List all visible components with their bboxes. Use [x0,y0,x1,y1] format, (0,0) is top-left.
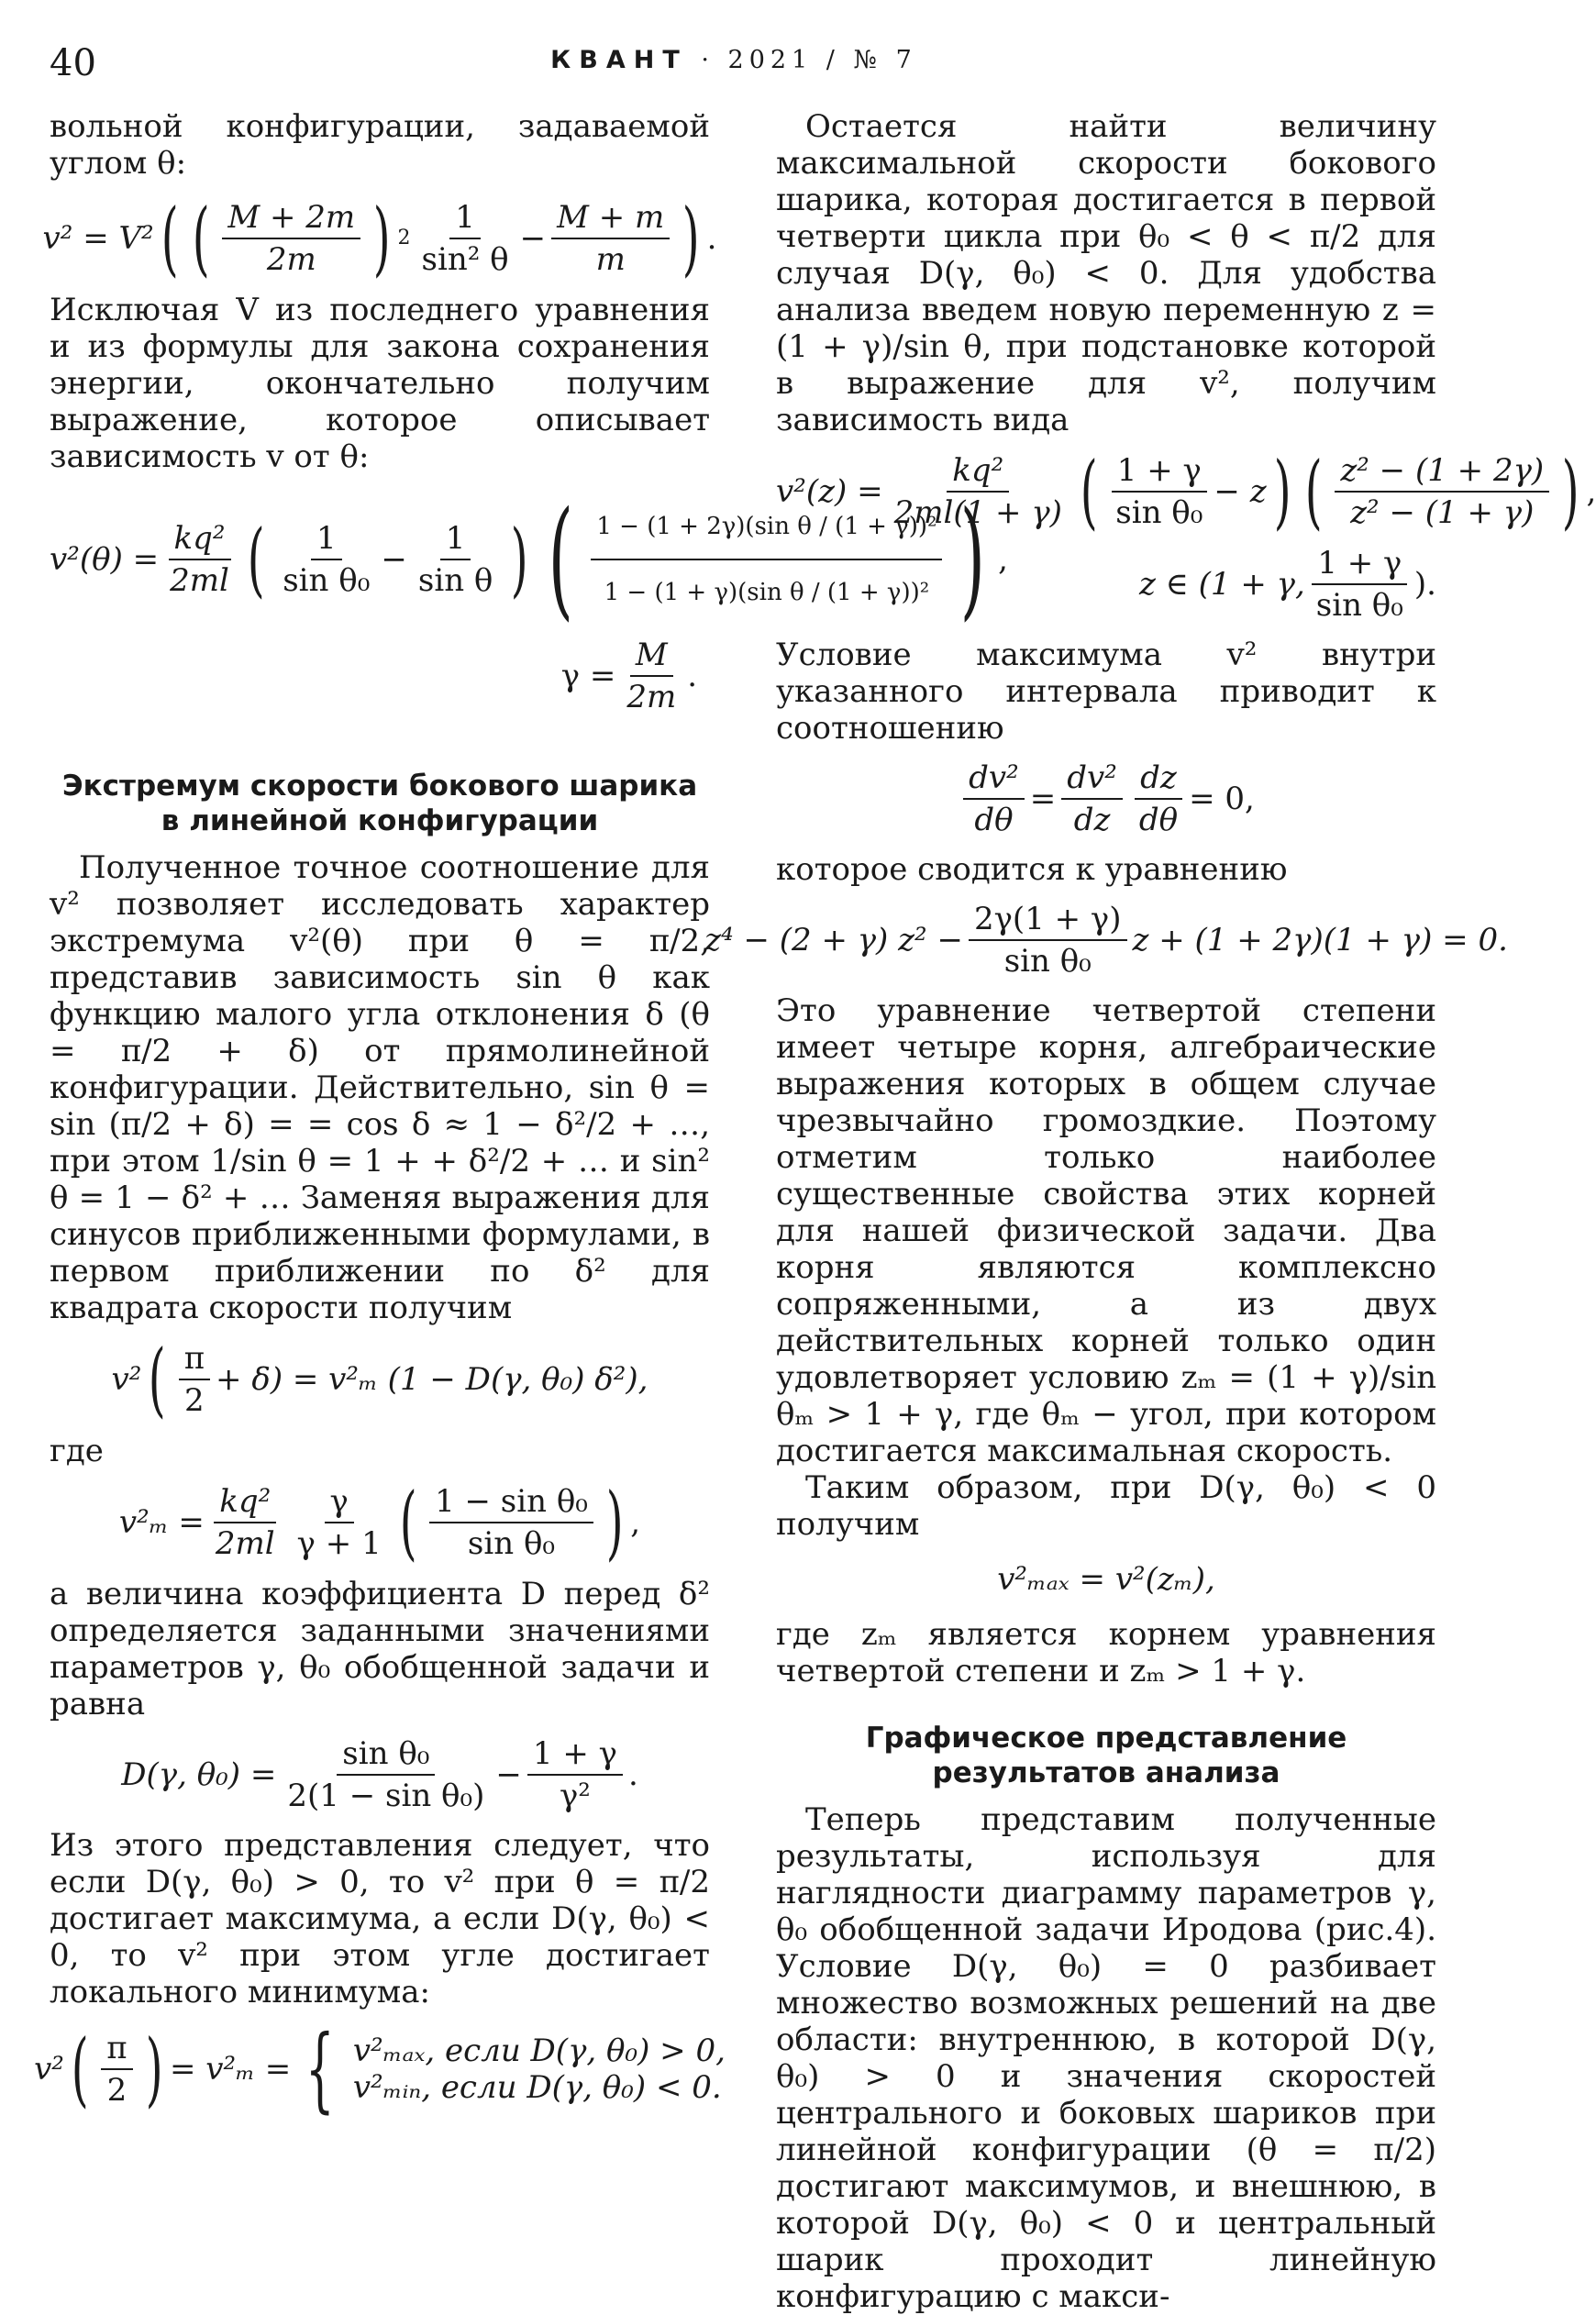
fraction: $\frac{2\gamma(1 + \gamma)}{\text{sin θ₀}}$ [969,901,1127,980]
bracket: ( [71,2021,89,2116]
formula-lhs: v² [34,2051,64,2088]
formula-lhs: γ = [560,658,616,694]
paragraph: а величина коэффициента D перед δ² определяется заданными значениями параметров γ, θ₀ обобщенной задачи и равна [50,1576,710,1722]
fraction: $\frac{\text{dv²}}{dz}$ [1061,759,1123,838]
fraction: $\frac{\text{1 − (1 + 2γ)(sin θ / (1 + γ))²}}{\text{1 − (1 + γ)(sin θ / (1 + γ))²}}$ [591,511,942,608]
formula-v-squared: v² = V² ( ( $\frac{M + 2m}{2m}$ ) 2 $\frac{1}{\text{sin² θ}}$ − $\frac{M + m}{m}$ ) . [42,191,717,285]
formula-text: v²ₘₐₓ = v²(zₘ), [997,1561,1215,1598]
paragraph: где zₘ является корнем уравнения четвертой степени и zₘ > 1 + γ. [776,1616,1436,1689]
fraction: $\frac{\pi}{2}$ [101,2030,132,2109]
formula-d-coefficient [50,1735,710,1814]
fraction: $\frac{1}{\text{sin θ}}$ [417,520,493,599]
paragraph: где [50,1433,104,1469]
fraction: $\frac{dz}{d\theta}$ [1134,759,1183,838]
paragraph: Это уравнение четвертой степени имеет четыре корня, алгебраические выражения которых в общем случае чрезвычайно громоздкие. Поэтому отметим только наиболее существенные свойства этих корней для нашей физической задачи. Два корня являются комплексно сопряженными, а из двух действительных корней только один удовлетворяет условию zₘ = (1 + γ)/sin θₘ > 1 + γ, где θₘ − угол, при котором достигается максимальная скорость. [776,992,1436,1469]
fraction: $\frac{\gamma}{\gamma + 1}$ [296,1483,382,1562]
cases [353,2033,726,2106]
equals-sign: = [1029,781,1057,817]
formula-lhs: v²(z) = [776,473,883,510]
minus-z: − z [1214,473,1267,510]
formula-lhs: z ∈ (1 + γ, [1138,566,1305,603]
fraction: $\frac{\text{kq²}}{2ml}$ [215,1483,275,1562]
bracket: ( [161,191,179,285]
page-number: 40 [50,42,96,84]
bracket: ) [145,2021,163,2116]
punctuation: , [998,541,1008,578]
formula-derivative [776,759,1436,838]
formula-lhs: v² = V² [42,220,154,257]
issue-number: 2021 / № 7 [727,46,917,74]
bracket: ) [511,512,528,606]
bracket: ( [192,191,210,285]
bracket: ( [149,1332,166,1426]
running-head [0,46,1468,74]
fraction: $\frac{M}{2m}$ [626,637,677,715]
fraction: $\frac{\text{z² − (1 + 2γ)}}{\text{z² − (1 + γ)}}$ [1335,452,1549,531]
fraction: $\frac{1 + \gamma}{\text{sin θ₀}}$ [1311,545,1409,624]
formula-vm [50,1475,710,1569]
magazine-title: КВАНТ [550,46,688,74]
fraction: $\frac{\text{kq²}}{2ml}$ [170,520,229,599]
bracket: ) [1561,444,1579,538]
fraction: $\frac{\text{kq²}}{2ml(1 + \gamma)}$ [893,452,1062,531]
case-max: v²ₘₐₓ, если D(γ, θ₀) > 0, [352,2033,726,2069]
formula-rhs: z + (1 + 2γ)(1 + γ) = 0. [1132,922,1508,958]
bracket: ( [1080,444,1098,538]
bracket: ) [960,484,986,634]
bracket: ) [605,1475,624,1569]
section-heading: Графическое представление результатов анализа [865,1722,1347,1789]
paragraph: Полученное точное соотношение для v² позволяет исследовать характер экстремума v²(θ) при θ = π/2, представив зависимость sin θ как функцию малого угла отклонения δ (θ = π/2 + δ) от прямолинейной конфигурации. Действительно, sin θ = sin (π/2 + δ) = = cos δ ≈ 1 − δ²/2 + …, при этом 1/sin θ = 1 + + δ²/2 + … и sin² θ = 1 − δ² + … Заменяя выражения для синусов приближенными формулами, в первом приближении по δ² для квадрата скорости получим [50,849,710,1326]
formula-rhs: + δ) = v²ₘ (1 − D(γ, θ₀) δ²), [216,1361,648,1398]
punctuation: . [687,658,697,694]
bracket: ) [682,191,700,285]
paragraph: Теперь представим полученные результаты, используя для наглядности диаграмму параметров γ, θ₀ обобщенной задачи Иродова (рис.4). Условие D(γ, θ₀) = 0 разбивает множество возможных решений на две области: внутреннюю, в которой D(γ, θ₀) > 0 и значения скоростей центрального и боковых шариков при линейной конфигурации (θ = π/2) достигают максимумов, и внешнюю, в которой D(γ, θ₀) < 0 и центральный шарик проходит линейную конфигурацию с макси- [776,1801,1436,2315]
bracket: ( [1304,444,1323,538]
punctuation: , [630,1504,641,1541]
fraction: $\frac{1 + \gamma}{\text{sin θ₀}}$ [1110,452,1208,531]
formula-cases [34,2015,726,2122]
bracket: ) [1273,444,1291,538]
punctuation: . [706,220,717,257]
formula-lhs: D(γ, θ₀) = [121,1756,277,1793]
paragraph: Из этого представления следует, что если D(γ, θ₀) > 0, то v² при θ = π/2 достигает максимума, а если D(γ, θ₀) < 0, то v² при этом угле достигает локального минимума: [50,1827,710,2010]
formula-v-z [776,444,1596,538]
fraction: $\frac{\text{dv²}}{d\theta}$ [963,759,1025,838]
formula-lhs: v²ₘ = [118,1504,205,1541]
paragraph: вольной конфигурации, задаваемой углом θ: [50,108,710,182]
paragraph: которое сводится к уравнению [776,851,1288,888]
paragraph: Остается найти величину максимальной скорости бокового шарика, которая достигается в первой четверти цикла при θ₀ < θ < π/2 для случая D(γ, θ₀) < 0. Для удобства анализа введем новую переменную z = (1 + γ)/sin θ, при подстановке которой в выражение для v², получим зависимость вида [776,108,1436,438]
punctuation: . [627,1756,638,1793]
minus-sign: − [495,1756,522,1793]
header-separator: · [701,46,715,74]
formula-gamma [50,637,697,715]
formula-z-interval [776,545,1436,624]
fraction: $\frac{1 + \gamma}{\text{γ²}}$ [527,1735,623,1814]
formula-lhs: v²(θ) = [50,541,160,578]
minus-sign: − [519,220,547,257]
fraction: $\frac{1}{\text{sin θ₀}}$ [283,520,371,599]
formula-end: = 0, [1189,781,1255,817]
fraction: $\frac{M + 2m}{2m}$ [222,199,360,278]
formula-lhs: z⁴ − (2 + γ) z² − [704,922,963,958]
section-heading: Экстремум скорости бокового шарика в линейной конфигурации [61,770,698,837]
fraction: $\frac{\text{1 − sin θ₀}}{\text{sin θ₀}}$ [429,1483,593,1562]
fraction: $\frac{\text{sin θ₀}}{\text{2(1 − sin θ₀)}}$ [287,1735,485,1814]
bracket: ) [372,191,391,285]
formula-v-theta: v²(θ) = $\frac{\text{kq²}}{2ml}$ ( $\frac{1}{\text{sin θ₀}}$ − $\frac{1}{\text{sin θ}}$ ) ( $\frac{\text{1 − (1 + 2γ)(sin θ / (1 + γ))²}}{\text{1 − (1 + γ)(sin θ / (1 + γ))²}}$ ) , [50,484,1008,634]
fraction: $\frac{\pi}{2}$ [179,1340,210,1419]
fraction: $\frac{1}{\text{sin² θ}}$ [421,199,509,278]
paragraph: Исключая V из последнего уравнения и из формулы для закона сохранения энергии, окончательно получим выражение, которое описывает зависимость v от θ: [50,292,710,475]
formula-lhs: v² [111,1361,142,1398]
punctuation: , [1586,473,1596,510]
case-min: v²ₘᵢₙ, если D(γ, θ₀) < 0. [352,2069,722,2106]
paragraph: Условие максимума v² внутри указанного интервала приводит к соотношению [776,637,1436,747]
formula-expansion [50,1332,710,1426]
formula-mid: = v²ₘ = [169,2051,292,2088]
fraction: $\frac{M + m}{m}$ [551,199,670,278]
punctuation: ). [1413,566,1436,603]
bracket: ( [247,512,265,606]
bracket: ( [548,484,573,634]
bracket: ( [399,1475,417,1569]
formula-quartic [704,901,1508,980]
formula-vmax [776,1561,1436,1598]
brace: { [305,2015,335,2122]
paragraph: Таким образом, при D(γ, θ₀) < 0 получим [776,1469,1436,1543]
